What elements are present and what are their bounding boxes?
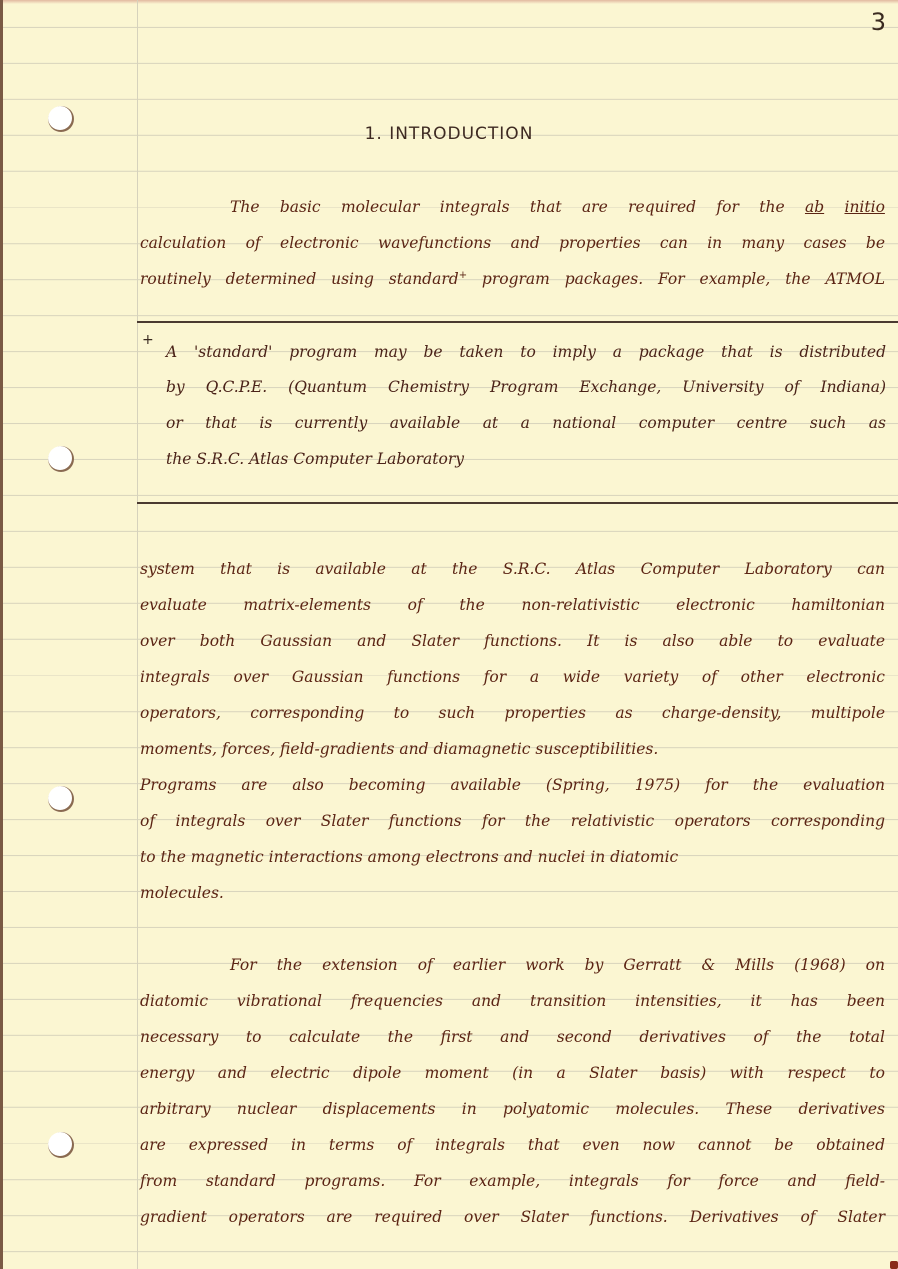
underlined-word: initio xyxy=(844,198,885,216)
para2-line-6: are expressed in terms of integrals that even now cannot be obtained xyxy=(140,1136,885,1154)
section-heading: 1. INTRODUCTION xyxy=(364,124,534,144)
body-line-6: moments, forces, field-gradients and diamagnetic susceptibilities. xyxy=(140,740,659,758)
body-line-7: Programs are also becoming available (Spring, 1975) for the evaluation xyxy=(140,776,885,794)
para2-line-1: For the extension of earlier work by Gerratt & Mills (1968) on xyxy=(230,956,885,974)
page-top-edge xyxy=(0,0,898,4)
intro-line-1 xyxy=(230,198,885,216)
punch-hole-3 xyxy=(48,786,74,812)
footnote-line-1: A 'standard' program may be taken to imply a package that is distributed xyxy=(166,343,886,361)
underlined-word: ab xyxy=(804,198,825,216)
intro-line-2: calculation of electronic wavefunctions and properties can in many cases be xyxy=(140,234,885,252)
body-line-4: integrals over Gaussian functions for a wide variety of other electronic xyxy=(140,668,885,686)
intro-line-3 xyxy=(140,270,885,288)
body-line-10: molecules. xyxy=(140,884,224,902)
ink-stain xyxy=(890,1261,898,1269)
punch-hole-2 xyxy=(48,446,74,472)
page-left-edge xyxy=(0,0,3,1269)
para2-line-4: energy and electric dipole moment (in a Slater basis) with respect to xyxy=(140,1064,885,1082)
footnote-reference: + xyxy=(458,270,468,281)
body-line-3: over both Gaussian and Slater functions. It is also able to evaluate xyxy=(140,632,885,650)
word: integrals xyxy=(439,198,510,216)
word: the xyxy=(759,198,785,216)
body-line-2: evaluate matrix-elements of the non-relativistic electronic hamiltonian xyxy=(140,596,885,614)
para2-line-5: arbitrary nuclear displacements in polyatomic molecules. These derivatives xyxy=(140,1100,885,1118)
footnote-rule-bottom xyxy=(137,502,898,504)
body-line-8: of integrals over Slater functions for the relativistic operators corresponding xyxy=(140,812,885,830)
body-line-1: system that is available at the S.R.C. Atlas Computer Laboratory can xyxy=(140,560,885,578)
footnote-line-3: or that is currently available at a national computer centre such as xyxy=(166,414,886,432)
word: basic xyxy=(279,198,321,216)
body-line-5: operators, corresponding to such properties as charge-density, multipole xyxy=(140,704,885,722)
margin-line xyxy=(137,0,138,1269)
para2-line-8: gradient operators are required over Slater functions. Derivatives of Slater xyxy=(140,1208,885,1226)
word: that xyxy=(529,198,562,216)
word: are xyxy=(581,198,608,216)
word: required xyxy=(628,198,697,216)
intro-line-1-text xyxy=(230,198,885,216)
word: The xyxy=(230,198,260,216)
footnote-line-4: the S.R.C. Atlas Computer Laboratory xyxy=(166,450,464,468)
intro-line-3-text: routinely determined using standard+ program packages. For example, the ATMOL xyxy=(140,270,885,289)
footnote-rule-top xyxy=(137,321,898,323)
para2-line-3: necessary to calculate the first and second derivatives of the total xyxy=(140,1028,885,1046)
body-line-9: to the magnetic interactions among electrons and nuclei in diatomic xyxy=(140,848,679,866)
word: for xyxy=(716,198,739,216)
para2-line-7: from standard programs. For example, integrals for force and field- xyxy=(140,1172,885,1190)
word: molecular xyxy=(340,198,420,216)
footnote-line-2: by Q.C.P.E. (Quantum Chemistry Program Exchange, University of Indiana) xyxy=(166,378,886,396)
para2-line-2: diatomic vibrational frequencies and transition intensities, it has been xyxy=(140,992,885,1010)
page-number: 3 xyxy=(870,8,886,36)
footnote-marker: + xyxy=(142,332,154,348)
punch-hole-4 xyxy=(48,1132,74,1158)
